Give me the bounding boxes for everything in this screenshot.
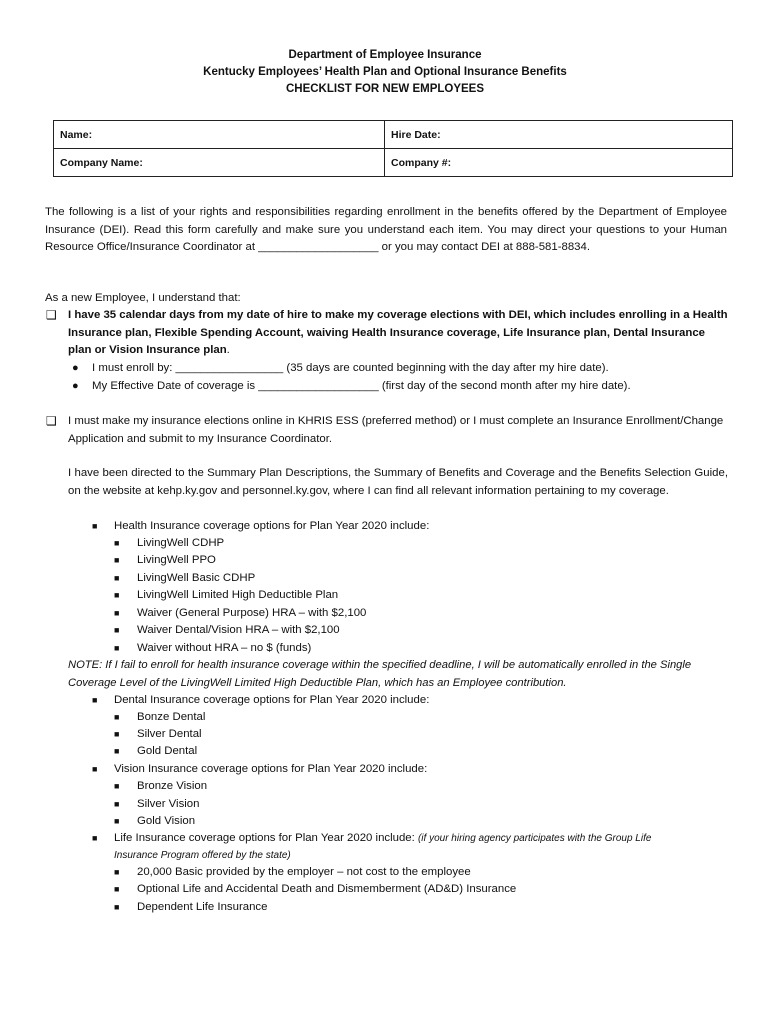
header-department: Department of Employee Insurance bbox=[288, 49, 482, 61]
item1-period: . bbox=[226, 344, 230, 357]
auto-enroll-note: NOTE: If I fail to enroll for health insurance coverage within the specified deadline, I will be automatically enrolled in the Single Coverage Level of the LivingWell Limited High Deductible Plan, which has an Employee contribution. bbox=[68, 659, 692, 689]
square-bullet-icon: ■ bbox=[114, 816, 120, 826]
square-bullet-icon: ■ bbox=[114, 729, 120, 739]
understand-statement: As a new Employee, I understand that: bbox=[45, 292, 241, 304]
checkbox-icon[interactable]: ❑ bbox=[46, 308, 57, 322]
health-option: LivingWell CDHP bbox=[137, 537, 225, 549]
life-note-line2: Insurance Program offered by the state) bbox=[114, 850, 291, 861]
item1-text: I have 35 calendar days from my date of hire to make my coverage elections with DEI, which includes enrolling in a Health Insurance plan, Flexible Spending Account, waiving Health Insurance coverage, Life Insurance plan, Dental Insurance plan or Vision Insurance plan bbox=[68, 309, 728, 357]
square-bullet-icon: ■ bbox=[92, 764, 98, 774]
life-note-line1: (if your hiring agency participates with the Group Life bbox=[417, 833, 652, 844]
header-plan: Kentucky Employees’ Health Plan and Optional Insurance Benefits bbox=[203, 66, 567, 78]
company-number-field[interactable]: Company #: bbox=[385, 149, 733, 177]
square-bullet-icon: ■ bbox=[92, 833, 98, 843]
health-option: Waiver without HRA – no $ (funds) bbox=[137, 642, 312, 654]
vision-option: Bronze Vision bbox=[137, 780, 208, 792]
enroll-by-line: I must enroll by: _________________ (35 days are counted beginning with the day after my hire date). bbox=[92, 362, 609, 374]
square-bullet-icon: ■ bbox=[114, 555, 120, 565]
square-bullet-icon: ■ bbox=[92, 521, 98, 531]
dental-option: Gold Dental bbox=[137, 745, 198, 757]
square-bullet-icon: ■ bbox=[92, 695, 98, 705]
square-bullet-icon: ■ bbox=[114, 781, 120, 791]
vision-options-title: Vision Insurance coverage options for Plan Year 2020 include: bbox=[114, 763, 428, 775]
intro-paragraph: The following is a list of your rights and responsibilities regarding enrollment in the benefits offered by the Department of Employee Insurance (DEI). Read this form carefully and make sure you understand each item. You may direct your questions to your Human Resource Office/Insurance Coordinator at ___________________ or you may contact DEI at 888-581-8834. bbox=[45, 206, 727, 254]
square-bullet-icon: ■ bbox=[114, 573, 120, 583]
dental-options-title: Dental Insurance coverage options for Plan Year 2020 include: bbox=[114, 694, 430, 706]
square-bullet-icon: ■ bbox=[114, 608, 120, 618]
life-title-text: Life Insurance coverage options for Plan Year 2020 include: bbox=[114, 832, 415, 844]
vision-option: Silver Vision bbox=[137, 798, 200, 810]
square-bullet-icon: ■ bbox=[114, 538, 120, 548]
hire-date-field[interactable]: Hire Date: bbox=[385, 121, 733, 149]
dental-option: Bonze Dental bbox=[137, 711, 206, 723]
square-bullet-icon: ■ bbox=[114, 643, 120, 653]
header-checklist-title: CHECKLIST FOR NEW EMPLOYEES bbox=[285, 83, 485, 95]
health-options-title: Health Insurance coverage options for Plan Year 2020 include: bbox=[114, 520, 430, 532]
square-bullet-icon: ■ bbox=[114, 884, 120, 894]
company-name-field[interactable]: Company Name: bbox=[54, 149, 385, 177]
life-options-title bbox=[114, 830, 734, 848]
checklist-item-35-days bbox=[68, 307, 728, 360]
directed-paragraph: I have been directed to the Summary Plan Descriptions, the Summary of Benefits and Coverage and the Benefits Selection Guide, on the website at kehp.ky.gov and personnel.ky.gov, where I can find all relevant information pertaining to my coverage. bbox=[68, 467, 728, 497]
vision-option: Gold Vision bbox=[137, 815, 196, 827]
health-option: LivingWell Basic CDHP bbox=[137, 572, 256, 584]
health-option: Waiver (General Purpose) HRA – with $2,100 bbox=[137, 607, 367, 619]
life-option: Optional Life and Accidental Death and Dismemberment (AD&D) Insurance bbox=[137, 883, 517, 895]
health-option: LivingWell Limited High Deductible Plan bbox=[137, 589, 339, 601]
square-bullet-icon: ■ bbox=[114, 746, 120, 756]
name-field[interactable]: Name: bbox=[54, 121, 385, 149]
health-option: LivingWell PPO bbox=[137, 554, 216, 566]
round-bullet-icon: ● bbox=[72, 362, 79, 374]
checkbox-icon[interactable]: ❑ bbox=[46, 414, 57, 428]
effective-date-line: My Effective Date of coverage is ___________________ (first day of the second month after my hire date). bbox=[92, 380, 631, 392]
square-bullet-icon: ■ bbox=[114, 799, 120, 809]
round-bullet-icon: ● bbox=[72, 380, 79, 392]
life-option: Dependent Life Insurance bbox=[137, 901, 268, 913]
life-option: 20,000 Basic provided by the employer – not cost to the employee bbox=[137, 866, 471, 878]
health-option: Waiver Dental/Vision HRA – with $2,100 bbox=[137, 624, 340, 636]
dental-option: Silver Dental bbox=[137, 728, 202, 740]
square-bullet-icon: ■ bbox=[114, 712, 120, 722]
employee-info-table bbox=[53, 120, 733, 177]
checklist-item-elections: I must make my insurance elections online in KHRIS ESS (preferred method) or I must complete an Insurance Enrollment/Change Application and submit to my Insurance Coordinator. bbox=[68, 415, 724, 445]
document-header bbox=[0, 47, 770, 98]
square-bullet-icon: ■ bbox=[114, 867, 120, 877]
square-bullet-icon: ■ bbox=[114, 590, 120, 600]
square-bullet-icon: ■ bbox=[114, 625, 120, 635]
square-bullet-icon: ■ bbox=[114, 902, 120, 912]
